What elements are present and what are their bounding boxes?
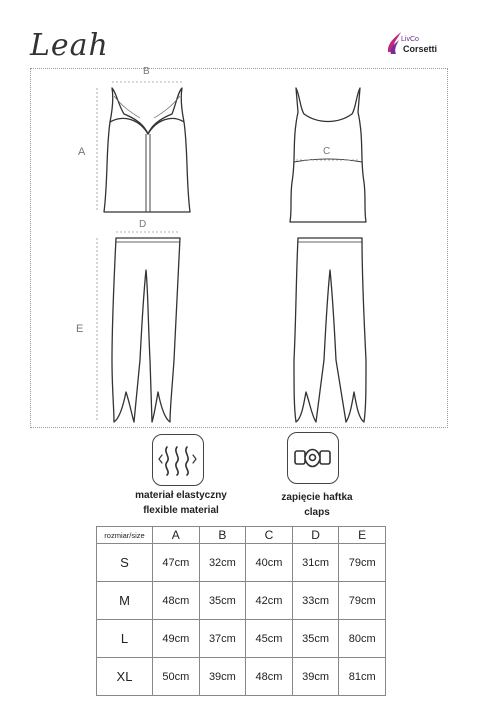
dimension-label-c: C bbox=[323, 146, 331, 157]
size-table-corner-header: rozmiar/size bbox=[97, 527, 153, 544]
size-cell: M bbox=[97, 582, 153, 620]
value-cell: 49cm bbox=[153, 620, 200, 658]
value-cell: 39cm bbox=[292, 658, 339, 696]
dimension-label-d: D bbox=[139, 219, 147, 230]
value-cell: 45cm bbox=[246, 620, 293, 658]
dimension-label-b: B bbox=[143, 66, 150, 77]
value-cell: 35cm bbox=[292, 620, 339, 658]
dimension-label-e: E bbox=[76, 323, 84, 335]
back-pants-outline bbox=[294, 238, 366, 422]
size-cell: S bbox=[97, 544, 153, 582]
column-header-a: A bbox=[153, 527, 200, 544]
value-cell: 81cm bbox=[339, 658, 386, 696]
front-top-placket bbox=[146, 134, 150, 212]
flexible-material-icon bbox=[152, 434, 204, 486]
value-cell: 80cm bbox=[339, 620, 386, 658]
value-cell: 31cm bbox=[292, 544, 339, 582]
size-table bbox=[96, 526, 386, 696]
column-header-e: E bbox=[339, 527, 386, 544]
table-row bbox=[97, 544, 386, 582]
clasp-label-pl: zapięcie haftka bbox=[281, 492, 353, 503]
value-cell: 42cm bbox=[246, 582, 293, 620]
value-cell: 79cm bbox=[339, 582, 386, 620]
back-top-waist-seam bbox=[294, 159, 362, 162]
value-cell: 33cm bbox=[292, 582, 339, 620]
value-cell: 37cm bbox=[199, 620, 246, 658]
value-cell: 48cm bbox=[153, 582, 200, 620]
value-cell: 35cm bbox=[199, 582, 246, 620]
value-cell: 48cm bbox=[246, 658, 293, 696]
flexible-material-label bbox=[116, 488, 246, 518]
flexible-material-label-en: flexible material bbox=[143, 505, 219, 516]
front-pants-outline bbox=[112, 238, 180, 422]
size-cell: L bbox=[97, 620, 153, 658]
clasp-label-en: claps bbox=[304, 507, 330, 518]
table-row bbox=[97, 658, 386, 696]
flexible-material-label-pl: materiał elastyczny bbox=[135, 490, 227, 501]
value-cell: 47cm bbox=[153, 544, 200, 582]
clasp-label bbox=[252, 490, 382, 520]
table-row bbox=[97, 582, 386, 620]
size-cell: XL bbox=[97, 658, 153, 696]
value-cell: 39cm bbox=[199, 658, 246, 696]
brand-name: Corsetti bbox=[403, 44, 438, 54]
table-row bbox=[97, 620, 386, 658]
column-header-b: B bbox=[199, 527, 246, 544]
front-top-outline bbox=[104, 88, 190, 212]
size-table-header-row bbox=[97, 527, 386, 544]
product-title: Leah bbox=[30, 28, 109, 63]
brand-small-text: LivCo bbox=[401, 36, 419, 43]
value-cell: 50cm bbox=[153, 658, 200, 696]
column-header-d: D bbox=[292, 527, 339, 544]
value-cell: 40cm bbox=[246, 544, 293, 582]
clasp-icon bbox=[287, 432, 339, 484]
value-cell: 79cm bbox=[339, 544, 386, 582]
front-top-cups bbox=[110, 118, 184, 134]
dimension-label-a: A bbox=[78, 146, 86, 158]
column-header-c: C bbox=[246, 527, 293, 544]
value-cell: 32cm bbox=[199, 544, 246, 582]
